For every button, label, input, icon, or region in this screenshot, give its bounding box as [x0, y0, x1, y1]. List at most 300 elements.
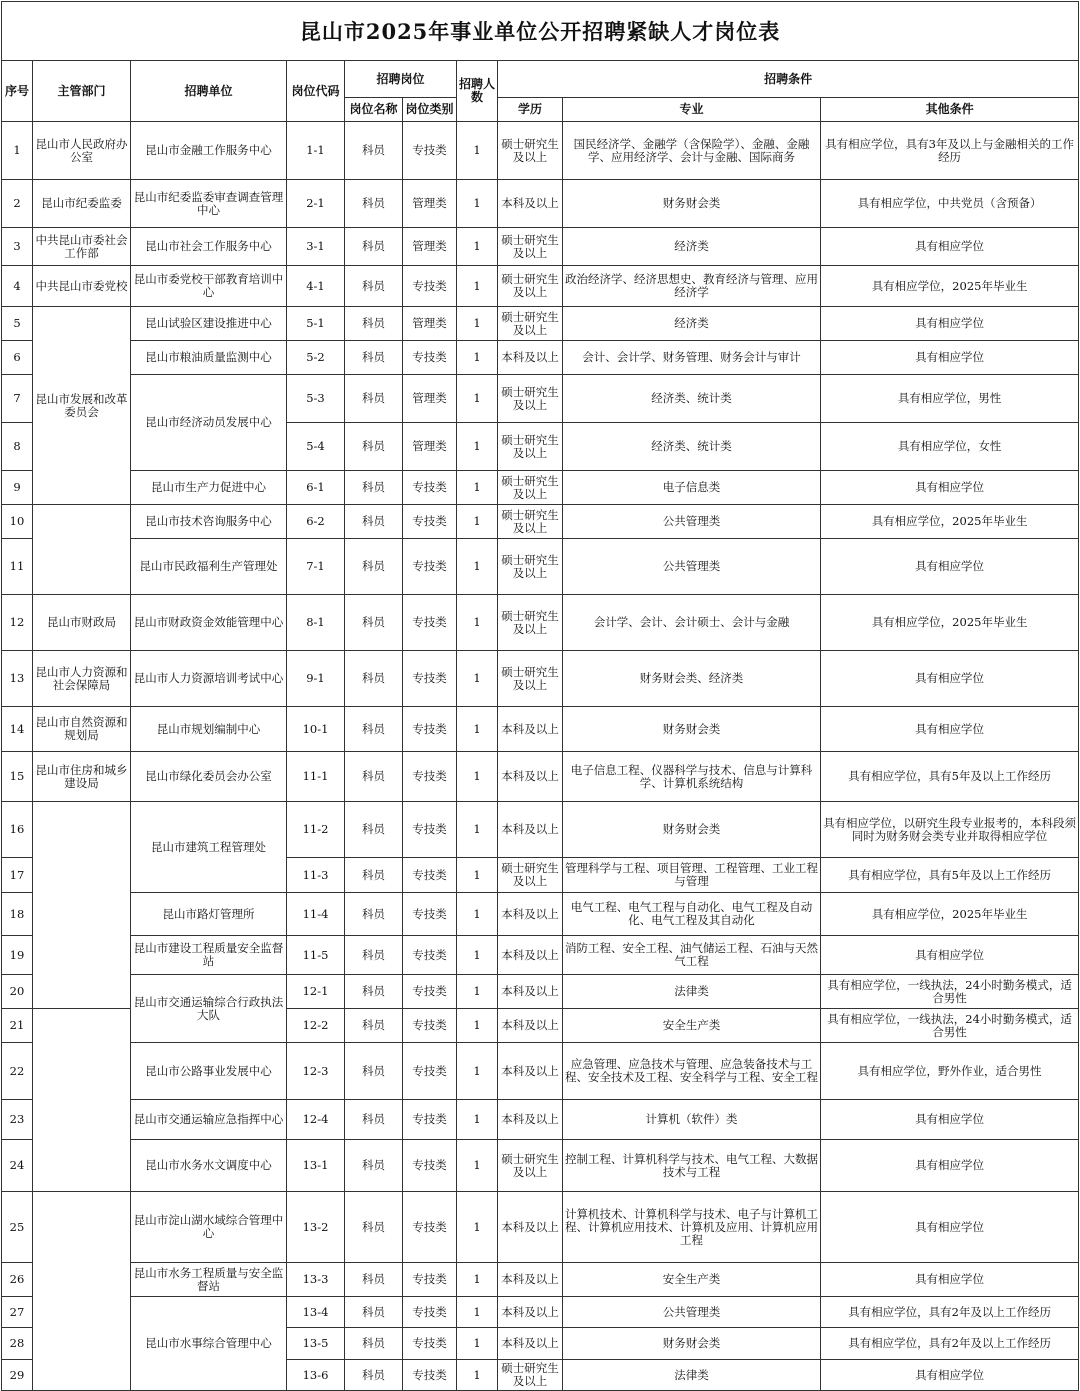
other-cell: 具有相应学位: [821, 1263, 1079, 1297]
post-type-cell: 专技类: [403, 1263, 457, 1297]
seq-cell: 28: [2, 1328, 33, 1360]
unit-cell: 昆山试验区建设推进中心: [131, 307, 287, 341]
seq-cell: 10: [2, 505, 33, 539]
header-post-type: 岗位类别: [403, 98, 457, 122]
seq-cell: 12: [2, 595, 33, 651]
seq-cell: 22: [2, 1043, 33, 1100]
edu-cell: 硕士研究生及以上: [498, 505, 563, 539]
edu-cell: 本科及以上: [498, 1263, 563, 1297]
code-cell: 13-2: [287, 1192, 345, 1263]
post-name-cell: 科员: [345, 122, 403, 180]
table-row: [2, 307, 1079, 341]
major-cell: 会计学、会计、会计硕士、会计与金融: [563, 595, 821, 651]
edu-cell: 本科及以上: [498, 1328, 563, 1360]
recruitment-table-container: [1, 1, 1078, 1391]
post-name-cell: 科员: [345, 707, 403, 752]
post-name-cell: 科员: [345, 651, 403, 707]
major-cell: 应急管理、应急技术与管理、应急装备技术与工程、安全技术及工程、安全科学与工程、安全工程: [563, 1043, 821, 1100]
code-cell: 9-1: [287, 651, 345, 707]
unit-cell: 昆山市淀山湖水域综合管理中心: [131, 1192, 287, 1263]
unit-cell: 昆山市纪委监委审查调查管理中心: [131, 180, 287, 228]
edu-cell: 硕士研究生及以上: [498, 307, 563, 341]
table-row: [2, 1100, 1079, 1140]
edu-cell: 本科及以上: [498, 180, 563, 228]
table-row: [2, 375, 1079, 423]
count-cell: 1: [457, 893, 498, 936]
table-row: [2, 893, 1079, 936]
other-cell: 具有相应学位，具有2年及以上工作经历: [821, 1297, 1079, 1328]
other-cell: 具有相应学位: [821, 651, 1079, 707]
major-cell: 电子信息类: [563, 471, 821, 505]
seq-cell: 7: [2, 375, 33, 423]
post-type-cell: 专技类: [403, 122, 457, 180]
unit-cell: 昆山市民政福利生产管理处: [131, 539, 287, 595]
post-name-cell: 科员: [345, 1328, 403, 1360]
dept-cell: 昆山市住房和城乡建设局: [33, 752, 131, 802]
post-type-cell: 专技类: [403, 752, 457, 802]
major-cell: 计算机技术、计算机科学与技术、电子与计算机工程、计算机应用技术、计算机及应用、计算机应用工程: [563, 1192, 821, 1263]
edu-cell: 硕士研究生及以上: [498, 266, 563, 307]
unit-cell: 昆山市水务工程质量与安全监督站: [131, 1263, 287, 1297]
edu-cell: 本科及以上: [498, 893, 563, 936]
unit-cell: 昆山市委党校干部教育培训中心: [131, 266, 287, 307]
post-type-cell: 专技类: [403, 858, 457, 893]
unit-cell: 昆山市技术咨询服务中心: [131, 505, 287, 539]
table-row: [2, 1297, 1079, 1328]
seq-cell: 14: [2, 707, 33, 752]
header-edu: 学历: [498, 98, 563, 122]
major-cell: 公共管理类: [563, 505, 821, 539]
count-cell: 1: [457, 505, 498, 539]
code-cell: 11-1: [287, 752, 345, 802]
count-cell: 1: [457, 341, 498, 375]
count-cell: 1: [457, 1009, 498, 1043]
unit-cell: 昆山市路灯管理所: [131, 893, 287, 936]
count-cell: 1: [457, 307, 498, 341]
count-cell: 1: [457, 228, 498, 266]
edu-cell: 本科及以上: [498, 1009, 563, 1043]
code-cell: 12-2: [287, 1009, 345, 1043]
major-cell: 消防工程、安全工程、油气储运工程、石油与天然气工程: [563, 936, 821, 975]
header-other: 其他条件: [821, 98, 1079, 122]
count-cell: 1: [457, 471, 498, 505]
post-type-cell: 管理类: [403, 307, 457, 341]
edu-cell: 本科及以上: [498, 752, 563, 802]
post-name-cell: 科员: [345, 180, 403, 228]
code-cell: 7-1: [287, 539, 345, 595]
other-cell: 具有相应学位，以研究生段专业报考的，本科段须同时为财务财会类专业并取得相应学位: [821, 802, 1079, 858]
code-cell: 5-3: [287, 375, 345, 423]
major-cell: 计算机（软件）类: [563, 1100, 821, 1140]
post-name-cell: 科员: [345, 752, 403, 802]
table-row: [2, 228, 1079, 266]
table-row: [2, 1043, 1079, 1100]
code-cell: 3-1: [287, 228, 345, 266]
other-cell: 具有相应学位，男性: [821, 375, 1079, 423]
header-count: 招聘人数: [457, 61, 498, 122]
header-post-group: 招聘岗位: [345, 61, 457, 98]
table-row: [2, 1192, 1079, 1263]
major-cell: 公共管理类: [563, 539, 821, 595]
other-cell: 具有相应学位，具有5年及以上工作经历: [821, 752, 1079, 802]
unit-cell: 昆山市粮油质量监测中心: [131, 341, 287, 375]
post-name-cell: 科员: [345, 893, 403, 936]
dept-cell: 昆山市人力资源和社会保障局: [33, 651, 131, 707]
seq-cell: 29: [2, 1360, 33, 1391]
major-cell: 经济类、统计类: [563, 423, 821, 471]
post-type-cell: 专技类: [403, 341, 457, 375]
table-row: [2, 505, 1079, 539]
other-cell: 具有相应学位: [821, 1360, 1079, 1391]
post-name-cell: 科员: [345, 228, 403, 266]
seq-cell: 4: [2, 266, 33, 307]
dept-cell: [33, 1192, 131, 1391]
other-cell: 具有相应学位: [821, 307, 1079, 341]
major-cell: 经济类: [563, 307, 821, 341]
other-cell: 具有相应学位: [821, 1192, 1079, 1263]
header-req-group: 招聘条件: [498, 61, 1079, 98]
seq-cell: 9: [2, 471, 33, 505]
edu-cell: 硕士研究生及以上: [498, 122, 563, 180]
post-type-cell: 专技类: [403, 936, 457, 975]
major-cell: 电子信息工程、仪器科学与技术、信息与计算科学、计算机系统结构: [563, 752, 821, 802]
major-cell: 安全生产类: [563, 1263, 821, 1297]
post-name-cell: 科员: [345, 341, 403, 375]
major-cell: 财务财会类、经济类: [563, 651, 821, 707]
count-cell: 1: [457, 1140, 498, 1192]
table-row: [2, 707, 1079, 752]
post-type-cell: 专技类: [403, 1140, 457, 1192]
major-cell: 公共管理类: [563, 1297, 821, 1328]
dept-cell: 昆山市发展和改革委员会: [33, 307, 131, 505]
dept-cell: [33, 1009, 131, 1192]
count-cell: 1: [457, 375, 498, 423]
edu-cell: 硕士研究生及以上: [498, 595, 563, 651]
table-row: [2, 975, 1079, 1009]
edu-cell: 硕士研究生及以上: [498, 539, 563, 595]
post-type-cell: 专技类: [403, 975, 457, 1009]
table-row: [2, 802, 1079, 858]
seq-cell: 19: [2, 936, 33, 975]
table-row: [2, 1263, 1079, 1297]
major-cell: 财务财会类: [563, 802, 821, 858]
post-name-cell: 科员: [345, 595, 403, 651]
post-type-cell: 专技类: [403, 1360, 457, 1391]
edu-cell: 本科及以上: [498, 802, 563, 858]
count-cell: 1: [457, 423, 498, 471]
count-cell: 1: [457, 975, 498, 1009]
count-cell: 1: [457, 595, 498, 651]
edu-cell: 本科及以上: [498, 341, 563, 375]
major-cell: 政治经济学、经济思想史、教育经济与管理、应用经济学: [563, 266, 821, 307]
other-cell: 具有相应学位: [821, 936, 1079, 975]
post-name-cell: 科员: [345, 975, 403, 1009]
dept-cell: 中共昆山市委党校: [33, 266, 131, 307]
unit-cell: 昆山市交通运输应急指挥中心: [131, 1100, 287, 1140]
other-cell: 具有相应学位，女性: [821, 423, 1079, 471]
seq-cell: 20: [2, 975, 33, 1009]
dept-cell: 昆山市自然资源和规划局: [33, 707, 131, 752]
post-type-cell: 管理类: [403, 180, 457, 228]
seq-cell: 26: [2, 1263, 33, 1297]
edu-cell: 本科及以上: [498, 1043, 563, 1100]
post-type-cell: 专技类: [403, 802, 457, 858]
other-cell: 具有相应学位: [821, 341, 1079, 375]
code-cell: 13-5: [287, 1328, 345, 1360]
unit-cell: 昆山市金融工作服务中心: [131, 122, 287, 180]
seq-cell: 25: [2, 1192, 33, 1263]
table-row: [2, 1140, 1079, 1192]
major-cell: 财务财会类: [563, 180, 821, 228]
code-cell: 13-1: [287, 1140, 345, 1192]
seq-cell: 1: [2, 122, 33, 180]
unit-cell: 昆山市人力资源培训考试中心: [131, 651, 287, 707]
edu-cell: 硕士研究生及以上: [498, 375, 563, 423]
code-cell: 11-4: [287, 893, 345, 936]
post-type-cell: 管理类: [403, 375, 457, 423]
count-cell: 1: [457, 1328, 498, 1360]
post-type-cell: 专技类: [403, 707, 457, 752]
post-name-cell: 科员: [345, 1140, 403, 1192]
post-type-cell: 专技类: [403, 1192, 457, 1263]
code-cell: 13-4: [287, 1297, 345, 1328]
unit-cell: 昆山市水务水文调度中心: [131, 1140, 287, 1192]
post-type-cell: 专技类: [403, 471, 457, 505]
other-cell: 具有相应学位: [821, 707, 1079, 752]
other-cell: 具有相应学位，2025年毕业生: [821, 505, 1079, 539]
major-cell: 管理科学与工程、项目管理、工程管理、工业工程与管理: [563, 858, 821, 893]
other-cell: 具有相应学位，一线执法，24小时勤务模式，适合男性: [821, 975, 1079, 1009]
count-cell: 1: [457, 802, 498, 858]
post-name-cell: 科员: [345, 266, 403, 307]
major-cell: 法律类: [563, 975, 821, 1009]
edu-cell: 硕士研究生及以上: [498, 423, 563, 471]
count-cell: 1: [457, 936, 498, 975]
table-row: [2, 752, 1079, 802]
count-cell: 1: [457, 180, 498, 228]
unit-cell: 昆山市财政资金效能管理中心: [131, 595, 287, 651]
seq-cell: 24: [2, 1140, 33, 1192]
post-name-cell: 科员: [345, 936, 403, 975]
count-cell: 1: [457, 1263, 498, 1297]
post-type-cell: 专技类: [403, 266, 457, 307]
unit-cell: 昆山市水事综合管理中心: [131, 1297, 287, 1391]
post-type-cell: 专技类: [403, 1328, 457, 1360]
count-cell: 1: [457, 122, 498, 180]
post-name-cell: 科员: [345, 1360, 403, 1391]
major-cell: 安全生产类: [563, 1009, 821, 1043]
edu-cell: 本科及以上: [498, 707, 563, 752]
seq-cell: 17: [2, 858, 33, 893]
code-cell: 13-3: [287, 1263, 345, 1297]
table-row: [2, 471, 1079, 505]
unit-cell: 昆山市经济动员发展中心: [131, 375, 287, 471]
code-cell: 11-5: [287, 936, 345, 975]
post-type-cell: 专技类: [403, 1043, 457, 1100]
code-cell: 11-2: [287, 802, 345, 858]
post-name-cell: 科员: [345, 307, 403, 341]
post-name-cell: 科员: [345, 1043, 403, 1100]
major-cell: 经济类: [563, 228, 821, 266]
dept-cell: 昆山市纪委监委: [33, 180, 131, 228]
other-cell: 具有相应学位，具有3年及以上与金融相关的工作经历: [821, 122, 1079, 180]
code-cell: 11-3: [287, 858, 345, 893]
unit-cell: 昆山市建设工程质量安全监督站: [131, 936, 287, 975]
header-major: 专业: [563, 98, 821, 122]
post-type-cell: 专技类: [403, 1100, 457, 1140]
table-row: [2, 936, 1079, 975]
post-name-cell: 科员: [345, 1192, 403, 1263]
unit-cell: 昆山市公路事业发展中心: [131, 1043, 287, 1100]
edu-cell: 本科及以上: [498, 936, 563, 975]
post-type-cell: 专技类: [403, 651, 457, 707]
post-name-cell: 科员: [345, 1297, 403, 1328]
post-name-cell: 科员: [345, 539, 403, 595]
count-cell: 1: [457, 1043, 498, 1100]
major-cell: 财务财会类: [563, 1328, 821, 1360]
dept-cell: [33, 802, 131, 1009]
code-cell: 13-6: [287, 1360, 345, 1391]
seq-cell: 23: [2, 1100, 33, 1140]
edu-cell: 本科及以上: [498, 1192, 563, 1263]
seq-cell: 3: [2, 228, 33, 266]
other-cell: 具有相应学位，2025年毕业生: [821, 595, 1079, 651]
code-cell: 12-4: [287, 1100, 345, 1140]
count-cell: 1: [457, 1297, 498, 1328]
count-cell: 1: [457, 1360, 498, 1391]
edu-cell: 硕士研究生及以上: [498, 471, 563, 505]
dept-cell: [33, 505, 131, 595]
count-cell: 1: [457, 539, 498, 595]
major-cell: 经济类、统计类: [563, 375, 821, 423]
seq-cell: 15: [2, 752, 33, 802]
table-row: [2, 539, 1079, 595]
post-type-cell: 专技类: [403, 1009, 457, 1043]
header-unit: 招聘单位: [131, 61, 287, 122]
code-cell: 5-1: [287, 307, 345, 341]
recruitment-table: [1, 1, 1079, 1391]
other-cell: 具有相应学位，具有2年及以上工作经历: [821, 1328, 1079, 1360]
table-row: [2, 341, 1079, 375]
post-name-cell: 科员: [345, 802, 403, 858]
seq-cell: 6: [2, 341, 33, 375]
table-row: [2, 651, 1079, 707]
seq-cell: 27: [2, 1297, 33, 1328]
seq-cell: 18: [2, 893, 33, 936]
dept-cell: 昆山市财政局: [33, 595, 131, 651]
count-cell: 1: [457, 1100, 498, 1140]
table-title: 昆山市2025年事业单位公开招聘紧缺人才岗位表: [2, 2, 1079, 61]
post-name-cell: 科员: [345, 375, 403, 423]
header-seq: 序号: [2, 61, 33, 122]
seq-cell: 13: [2, 651, 33, 707]
post-type-cell: 专技类: [403, 595, 457, 651]
other-cell: 具有相应学位: [821, 471, 1079, 505]
other-cell: 具有相应学位: [821, 539, 1079, 595]
edu-cell: 硕士研究生及以上: [498, 651, 563, 707]
edu-cell: 硕士研究生及以上: [498, 1360, 563, 1391]
seq-cell: 11: [2, 539, 33, 595]
code-cell: 2-1: [287, 180, 345, 228]
code-cell: 5-2: [287, 341, 345, 375]
seq-cell: 2: [2, 180, 33, 228]
major-cell: 电气工程、电气工程与自动化、电气工程及自动化、电气工程及其自动化: [563, 893, 821, 936]
seq-cell: 21: [2, 1009, 33, 1043]
unit-cell: 昆山市交通运输综合行政执法大队: [131, 975, 287, 1043]
code-cell: 6-2: [287, 505, 345, 539]
count-cell: 1: [457, 707, 498, 752]
edu-cell: 硕士研究生及以上: [498, 228, 563, 266]
edu-cell: 硕士研究生及以上: [498, 858, 563, 893]
unit-cell: 昆山市社会工作服务中心: [131, 228, 287, 266]
code-cell: 5-4: [287, 423, 345, 471]
major-cell: 会计、会计学、财务管理、财务会计与审计: [563, 341, 821, 375]
major-cell: 国民经济学、金融学（含保险学）、金融、金融学、应用经济学、会计与金融、国际商务: [563, 122, 821, 180]
other-cell: 具有相应学位，2025年毕业生: [821, 893, 1079, 936]
other-cell: 具有相应学位，2025年毕业生: [821, 266, 1079, 307]
table-row: [2, 180, 1079, 228]
other-cell: 具有相应学位: [821, 1140, 1079, 1192]
header-code: 岗位代码: [287, 61, 345, 122]
count-cell: 1: [457, 1192, 498, 1263]
table-row: [2, 595, 1079, 651]
header-post-name: 岗位名称: [345, 98, 403, 122]
other-cell: 具有相应学位: [821, 1100, 1079, 1140]
major-cell: 法律类: [563, 1360, 821, 1391]
post-type-cell: 专技类: [403, 505, 457, 539]
major-cell: 控制工程、计算机科学与技术、电气工程、大数据技术与工程: [563, 1140, 821, 1192]
other-cell: 具有相应学位: [821, 228, 1079, 266]
code-cell: 1-1: [287, 122, 345, 180]
post-name-cell: 科员: [345, 1263, 403, 1297]
post-type-cell: 专技类: [403, 539, 457, 595]
unit-cell: 昆山市规划编制中心: [131, 707, 287, 752]
post-name-cell: 科员: [345, 423, 403, 471]
seq-cell: 8: [2, 423, 33, 471]
code-cell: 8-1: [287, 595, 345, 651]
post-name-cell: 科员: [345, 1100, 403, 1140]
header-dept: 主管部门: [33, 61, 131, 122]
edu-cell: 硕士研究生及以上: [498, 1140, 563, 1192]
code-cell: 12-1: [287, 975, 345, 1009]
post-name-cell: 科员: [345, 858, 403, 893]
other-cell: 具有相应学位，中共党员（含预备）: [821, 180, 1079, 228]
post-name-cell: 科员: [345, 1009, 403, 1043]
other-cell: 具有相应学位，野外作业，适合男性: [821, 1043, 1079, 1100]
unit-cell: 昆山市绿化委员会办公室: [131, 752, 287, 802]
dept-cell: 昆山市人民政府办公室: [33, 122, 131, 180]
code-cell: 4-1: [287, 266, 345, 307]
post-type-cell: 管理类: [403, 228, 457, 266]
code-cell: 12-3: [287, 1043, 345, 1100]
post-type-cell: 管理类: [403, 423, 457, 471]
edu-cell: 本科及以上: [498, 1297, 563, 1328]
major-cell: 财务财会类: [563, 707, 821, 752]
count-cell: 1: [457, 266, 498, 307]
post-type-cell: 专技类: [403, 893, 457, 936]
seq-cell: 16: [2, 802, 33, 858]
edu-cell: 本科及以上: [498, 975, 563, 1009]
unit-cell: 昆山市生产力促进中心: [131, 471, 287, 505]
post-type-cell: 专技类: [403, 1297, 457, 1328]
count-cell: 1: [457, 651, 498, 707]
post-name-cell: 科员: [345, 471, 403, 505]
table-row: [2, 266, 1079, 307]
dept-cell: 中共昆山市委社会工作部: [33, 228, 131, 266]
table-body: [2, 122, 1079, 1391]
count-cell: 1: [457, 752, 498, 802]
code-cell: 6-1: [287, 471, 345, 505]
